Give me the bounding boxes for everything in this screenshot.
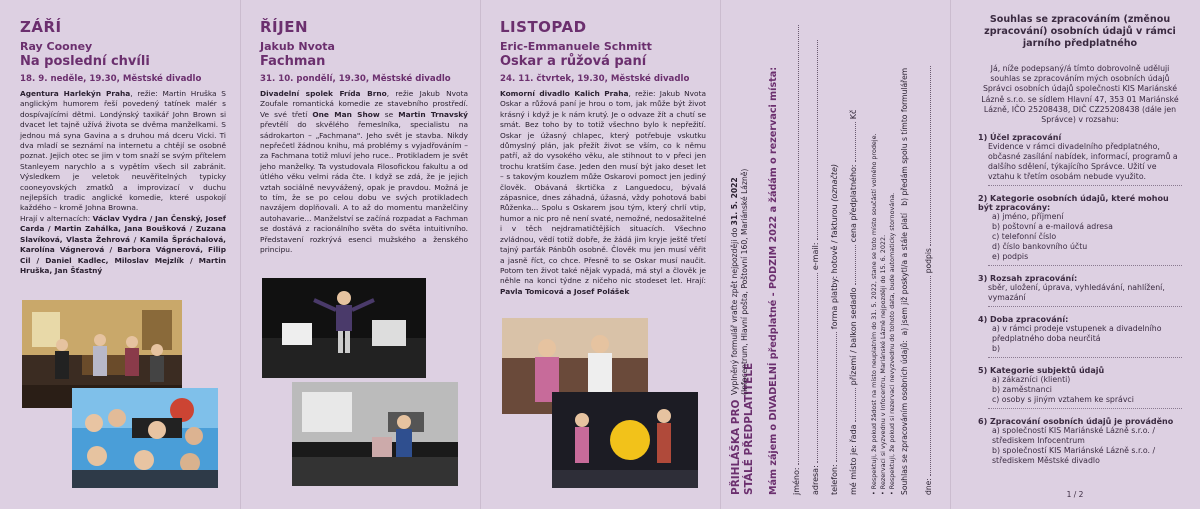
- section-heading: 1) Účel zpracování: [978, 133, 1062, 143]
- section-text: Evidence v rámci divadelního předplatného, občasné zasílání nabídek, informací, programů a dalšího sdělení, týkajícího Správce. Užití ve vztahu k třetím osobám nebude využito.: [988, 142, 1178, 182]
- currency: Kč: [849, 109, 858, 120]
- signature-label: podpis: [924, 248, 933, 274]
- section-text: sběr, uložení, úprava, vyhledávání, nahlížení, vymazání: [988, 283, 1165, 303]
- instruction-text: (Infocentrum, Hlavní pošta, Poštovní 160, Mariánské Lázně): [740, 168, 749, 395]
- consent-option-a[interactable]: a) jsem již poskytl/a a stále platí: [900, 212, 909, 336]
- price-label: cena předplatného:: [849, 164, 858, 243]
- description-text: , režie: Martin Hruška S anglickým humorem řeší povedený tatínek malér s dospívajícími dětmi. Londýnský taxikář John Brown si dvacet let tajně užívá života se dvěma manželkami. S jednou má syna Gavina a s druhou má dceru Vicki. Ti dva mladí se seznámí na internetu a chtějí se osobně poznat. Jejich otec se jim v tom snaží se svým přítelem Stanleyem narychlo a s vypětím všech sil zabránit. Výsledkem je veletok neuvěřitelných typicky cooneyovských zmatků a improvizací v duchu nejlepších tradic anglické komedie, které uspokojí každého – kromě Johna Browna.: [20, 89, 226, 213]
- price-field[interactable]: [847, 122, 856, 162]
- section-heading: 2) Kategorie osobních údajů, které mohou být zpracovány:: [978, 194, 1169, 213]
- note-item: • Rezervaci si vyzvednu v Infocentru, Mariánské Lázně nejpozději do 15. 6. 2022.: [879, 234, 887, 495]
- phone-field[interactable]: [828, 332, 837, 462]
- seat-field[interactable]: [847, 245, 856, 285]
- cast: Václav Vydra / Jan Čenský, Josef Carda / Martin Zahálka, Jana Boušková / Zuzana Slavíková, Vlasta Žehrová / Kamila Špráchalová, Karolína Vágnerová / Barbora Vágnerová, Filip Cil / Daniel Kadlec, Miloslav Mejzlík / Martin Hruška, Jan Šťastný: [20, 213, 227, 275]
- payment-note: (označte): [830, 163, 839, 202]
- show-dateline: 24. 11. čtvrtek, 19.30, Městské divadlo: [500, 74, 690, 84]
- description-text: se: [379, 109, 399, 119]
- author: Jakub Nvota: [260, 40, 335, 53]
- section-heading: 4) Doba zpracování:: [978, 315, 1069, 325]
- section-heading: 5) Kategorie subjektů údajů: [978, 366, 1105, 376]
- divider: [988, 185, 1182, 186]
- seat-row: [847, 110, 858, 495]
- show-title: Oskar a růžová paní: [500, 54, 647, 69]
- divider: [988, 357, 1182, 358]
- month-heading: ZÁŘÍ: [20, 18, 62, 36]
- signature-field[interactable]: [922, 66, 931, 246]
- consent-panel: [950, 0, 1200, 509]
- seat-options[interactable]: přízemí / balkon sedadlo: [849, 287, 858, 386]
- date-label: dne:: [924, 478, 933, 495]
- show-dateline: 18. 9. neděle, 19.30, Městské divadlo: [20, 74, 202, 84]
- consent-title: Souhlas se zpracováním (změnou zpracování) osobních údajů v rámci jarního předplatného: [984, 14, 1176, 49]
- cast-photo: [72, 388, 218, 488]
- show-description: [20, 89, 226, 276]
- phone-label: telefon:: [830, 464, 839, 495]
- list-item: e) podpis: [992, 252, 1029, 262]
- description-text: , režie Jakub Nvota Zoufale romantická komedie ze stavebního prostředí. Ve své třetí: [260, 89, 468, 119]
- page-number: 1 / 2: [1066, 490, 1084, 499]
- author: Eric-Emmanuele Schmitt: [500, 40, 652, 53]
- show-description: [260, 89, 468, 256]
- company: Divadelní spolek Frída Brno: [260, 89, 387, 98]
- consent-label: Souhlas se zpracováním osobních údajů:: [900, 340, 909, 495]
- date-field[interactable]: [922, 276, 931, 476]
- section-heading: 6) Zpracování osobních údajů je prováděno: [978, 417, 1174, 427]
- production-photo: [552, 392, 698, 488]
- cast: Pavla Tomicová a Josef Polášek: [500, 286, 630, 296]
- signature-row: [922, 66, 933, 495]
- row-field[interactable]: [847, 388, 856, 422]
- divider: [988, 265, 1182, 266]
- description-text: převtělí do skvělého řemeslníka, specialistu na sádrokarton – „Fachmana". Jeho svět je stavba. Nikdy nepřečetl žádnou knihu, má problémy s vyjadřováním – za Fachmana totiž mluví jeho ruce.. Protikladem je svět jeho manželky. Ta vystudovala Filosofickou fakultu a od útlého věku velmi ráda čte. I když se zdá, že je jejich vztah sociálně nevyvážený, opak je pravdou. Možná je to tím, že se po celou dobu ve svých protikladech navzájem doplňovali. A to až do momentu manželčiny autohavarie... Manželství se začíná rozpadat a Fachman se dostává z racionálního světa do světa intuitivního. Představení rozkrývá esenci mužského a ženského principu.: [260, 120, 468, 255]
- note-item: • Respektuji, že pokud si rezervaci nevyzvednu do tohoto data, bude automaticky stornována.: [888, 192, 896, 495]
- divider: [988, 306, 1182, 307]
- list-item: b) poštovní a e-mailová adresa: [992, 222, 1113, 232]
- production-photo: [292, 382, 458, 486]
- list-item: a) zákazníci (klienti): [992, 375, 1071, 385]
- consent-choice-row: [900, 68, 909, 495]
- company: Komorní divadlo Kalich Praha: [500, 89, 629, 98]
- show-title: Fachman: [260, 54, 326, 69]
- subscription-form: [720, 0, 950, 509]
- show-description: [500, 89, 706, 297]
- payment-label[interactable]: forma platby: hotově / fakturou: [830, 204, 839, 330]
- list-item: a) jméno, příjmení: [992, 212, 1064, 222]
- section-heading: 3) Rozsah zpracování:: [978, 274, 1078, 284]
- deadline: 31. 5. 2022: [730, 177, 739, 226]
- cast-label: Hrají v alternacích:: [20, 213, 93, 223]
- form-heading-line: STÁLÉ PŘEDPLATITELE: [743, 362, 755, 495]
- address-label: adresa:: [811, 465, 820, 495]
- email-field[interactable]: [809, 40, 818, 240]
- production-photo: [262, 278, 426, 378]
- form-heading-line: PŘIHLÁŠKA PRO: [730, 399, 742, 495]
- month-heading: LISTOPAD: [500, 18, 587, 36]
- consent-option-b[interactable]: b) předám spolu s tímto formulářem: [900, 67, 909, 206]
- list-item: a) společností KIS Mariánské Lázně s.r.o. / střediskem Infocentrum: [992, 426, 1155, 446]
- email-label: e-mail:: [811, 242, 820, 271]
- form-instruction: [730, 169, 750, 395]
- list-item: c) osoby s jiným vztahem ke správci: [992, 395, 1134, 405]
- list-item: b): [992, 344, 1000, 354]
- instruction-text: Vyplněný formulář vraťte zpět nejpozději do: [730, 225, 739, 395]
- form-notes: [870, 133, 897, 495]
- list-item: b) společností KIS Mariánské Lázně s.r.o. / střediskem Městské divadlo: [992, 446, 1156, 466]
- actor: Martin Trnavský: [398, 109, 468, 119]
- address-field[interactable]: [809, 273, 818, 463]
- list-item: c) telefonní číslo: [992, 232, 1057, 242]
- author: Ray Cooney: [20, 40, 93, 53]
- show-title: Na poslední chvíli: [20, 54, 150, 69]
- list-item: b) zaměstnanci: [992, 385, 1052, 395]
- address-row: [809, 40, 820, 495]
- company: Agentura Harlekýn Praha: [20, 89, 131, 98]
- seat-label: mé místo je: řada: [849, 424, 858, 495]
- name-label: jméno:: [792, 467, 801, 495]
- note-item: • Respektuji, že pokud žádost na místo neuplatním do 31. 5. 2022, stane se toto místo součástí volného prodeje.: [870, 133, 878, 495]
- show-format: One Man Show: [312, 109, 380, 119]
- name-row: [790, 25, 801, 495]
- month-heading: ŘÍJEN: [260, 18, 309, 36]
- description-text: , režie: Jakub Nvota Oskar a růžová paní je hrou o tom, jak může být život krásný i když je k nám krutý. Je o odvaze žít a chutí se smát. Bez toho by to totiž všechno bylo k nepřežití. Oskar je úžasný chlapec, který potřebuje vskutku důmyslný plán, jak přežít život se vším, co k němu patří, až do vysokého věku, ale stihnout to v přeci jen trochu kratším čase. Jeden den musí být jako deset let – s takovým kouzlem může Oskarovi pomoct jen jediný člověk. Obávaná škrtička z Languedocu, bývalá zápasnice, dnes záhadná, úžasná, vždy pohotová babi Růženka... Spolu s Oskarem jsou tým, který chrlí vtip, humor a nic pro ně není svaté, nemožné, nedosažitelné i v těch nejdramatičtějších situacích. Všechno zvládnou, vědí totiž dobře, že žádá jim kryje ještě třetí tajný parťák Pánbůh osobně. Člověk mu jen musí věřit a jasně říct, co chce. Přesně to se Oskar musí naučit. Potom ten život také nějak vypadá, má styl a člověk je něhle na konci týdne z ničeho nic stodeset let. Hrají:: [500, 89, 706, 286]
- name-field[interactable]: [790, 25, 799, 465]
- interest-statement: Mám zájem o DIVADELNÍ předplatné - PODZIM 2022 a žádám o rezervaci místa:: [768, 66, 779, 495]
- divider: [988, 408, 1182, 409]
- list-item: d) číslo bankovního účtu: [992, 242, 1088, 252]
- consent-intro: Já, níže podepsaný/á tímto dobrovolně uděluji souhlas se zpracováním mých osobních údajů Správci osobních údajů společnosti KIS Mariánské Lázně s.r.o. se sídlem Hlavní 47, 353 01 Mariánské Lázně, IČO 25208438, DIČ CZ25208438 (dále jen Správce) v rozsahu:: [981, 64, 1179, 125]
- subscription-form-panel: [720, 0, 950, 509]
- list-item: a) v rámci prodeje vstupenek a divadelního předplatného doba neurčitá: [992, 324, 1162, 344]
- phone-row: [828, 164, 839, 495]
- show-dateline: 31. 10. pondělí, 19.30, Městské divadlo: [260, 74, 451, 84]
